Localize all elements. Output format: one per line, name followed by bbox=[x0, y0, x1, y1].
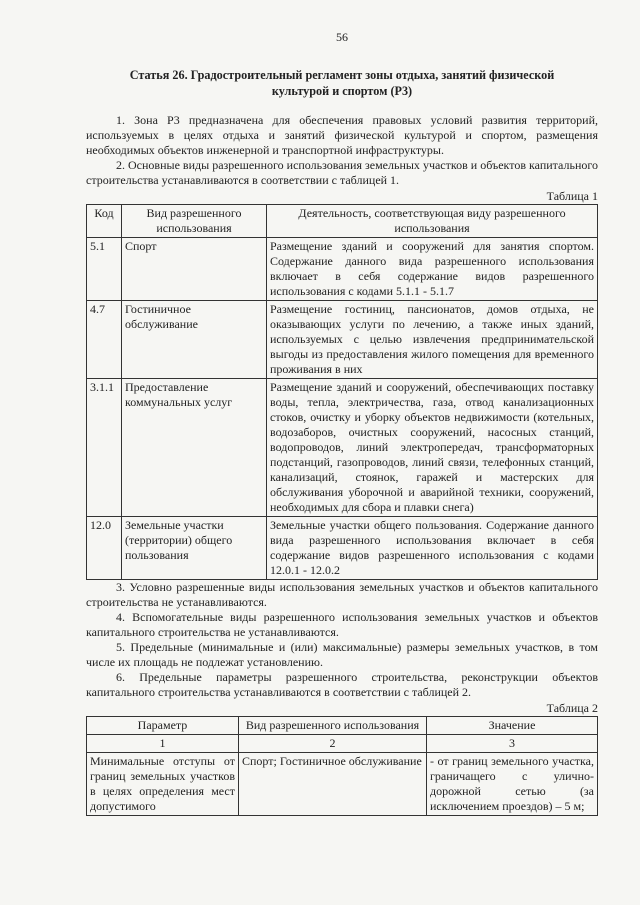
table-2-header-type: Вид разрешенного использования bbox=[239, 717, 427, 735]
paragraph-1: 1. Зона Р3 предназначена для обеспечения правовых условий развития территорий, используемых в целях отдыха и занятий физической культурой и спортом, размещения необходимых объектов инженерной и транспортной инфраструктуры. bbox=[86, 113, 598, 157]
table-2-col-number: 3 bbox=[427, 735, 598, 753]
table-1-header-type: Вид разрешенного использования bbox=[122, 205, 267, 238]
table-2-col-number: 2 bbox=[239, 735, 427, 753]
table-2 bbox=[86, 716, 598, 816]
article-title-line-2: культурой и спортом (Р3) bbox=[271, 84, 413, 98]
table-cell-code: 4.7 bbox=[87, 301, 122, 379]
table-cell-code: 3.1.1 bbox=[87, 379, 122, 517]
table-row bbox=[87, 301, 598, 379]
table-cell-value: - от границ земельного участка, граничащего с улично-дорожной сетью (за исключением проездов) – 5 м; bbox=[427, 753, 598, 816]
paragraph-3: 3. Условно разрешенные виды использования земельных участков и объектов капитального строительства не устанавливаются. bbox=[86, 580, 598, 609]
table-row bbox=[87, 238, 598, 301]
table-row bbox=[87, 517, 598, 580]
table-1-label: Таблица 1 bbox=[546, 189, 598, 203]
paragraph-6: 6. Предельные параметры разрешенного строительства, реконструкции объектов капитального строительства устанавливаются в соответствии с таблицей 2. bbox=[86, 670, 598, 699]
article-title-line-1: Статья 26. Градостроительный регламент зоны отдыха, занятий физической bbox=[129, 68, 555, 82]
table-cell-param: Минимальные отступы от границ земельных участков в целях определения мест допустимого bbox=[87, 753, 239, 816]
paragraph-4: 4. Вспомогательные виды разрешенного использования земельных участков и объектов капитального строительства не устанавливаются. bbox=[86, 610, 598, 639]
table-cell-code: 5.1 bbox=[87, 238, 122, 301]
table-row bbox=[87, 379, 598, 517]
table-cell-type: Предоставление коммунальных услуг bbox=[122, 379, 267, 517]
table-2-header-value: Значение bbox=[427, 717, 598, 735]
table-cell-activity: Размещение гостиниц, пансионатов, домов отдыха, не оказывающих услуги по лечению, а также иных зданий, используемых с целью извлечения предпринимательской выгоды из предоставления жилого помещения для временного проживания в них bbox=[267, 301, 598, 379]
table-cell-activity: Земельные участки общего пользования. Содержание данного вида разрешенного использования включает в себя содержание видов разрешенного использования с кодами 12.0.1 - 12.0.2 bbox=[267, 517, 598, 580]
table-2-label: Таблица 2 bbox=[546, 701, 598, 715]
table-1-header-row bbox=[87, 205, 598, 238]
table-2-col-number: 1 bbox=[87, 735, 239, 753]
table-cell-activity: Размещение зданий и сооружений для занятия спортом. Содержание данного вида разрешенного использования включает в себя содержание видов разрешенного использования с кодами 5.1.1 - 5.1.7 bbox=[267, 238, 598, 301]
table-cell-type: Спорт; Гостиничное обслуживание bbox=[239, 753, 427, 816]
table-row bbox=[87, 753, 598, 816]
table-cell-type: Земельные участки (территории) общего пользования bbox=[122, 517, 267, 580]
table-1 bbox=[86, 204, 598, 580]
table-cell-type: Гостиничное обслуживание bbox=[122, 301, 267, 379]
table-2-header-row bbox=[87, 717, 598, 735]
paragraph-2: 2. Основные виды разрешенного использования земельных участков и объектов капитального строительства устанавливаются в соответствии с таблицей 1. bbox=[86, 158, 598, 187]
page-number: 56 bbox=[336, 30, 348, 44]
table-2-number-row bbox=[87, 735, 598, 753]
table-2-header-param: Параметр bbox=[87, 717, 239, 735]
table-cell-activity: Размещение зданий и сооружений, обеспечивающих поставку воды, тепла, электричества, газа, отвод канализационных стоков, очистку и уборку объектов недвижимости (котельных, водозаборов, очистных сооружений, насосных станций, водопроводов, линий электропередач, трансформаторных подстанций, газопроводов, линий связи, телефонных станций, канализаций, стоянок, гаражей и мастерских для обслуживания уборочной и аварийной техники, сооружений, необходимых для сбора и плавки снега) bbox=[267, 379, 598, 517]
table-1-header-code: Код bbox=[87, 205, 122, 238]
paragraph-5: 5. Предельные (минимальные и (или) максимальные) размеры земельных участков, в том числе их площадь не подлежат установлению. bbox=[86, 640, 598, 669]
table-cell-code: 12.0 bbox=[87, 517, 122, 580]
table-cell-type: Спорт bbox=[122, 238, 267, 301]
article-title bbox=[86, 67, 598, 99]
table-1-header-activity: Деятельность, соответствующая виду разрешенного использования bbox=[267, 205, 598, 238]
